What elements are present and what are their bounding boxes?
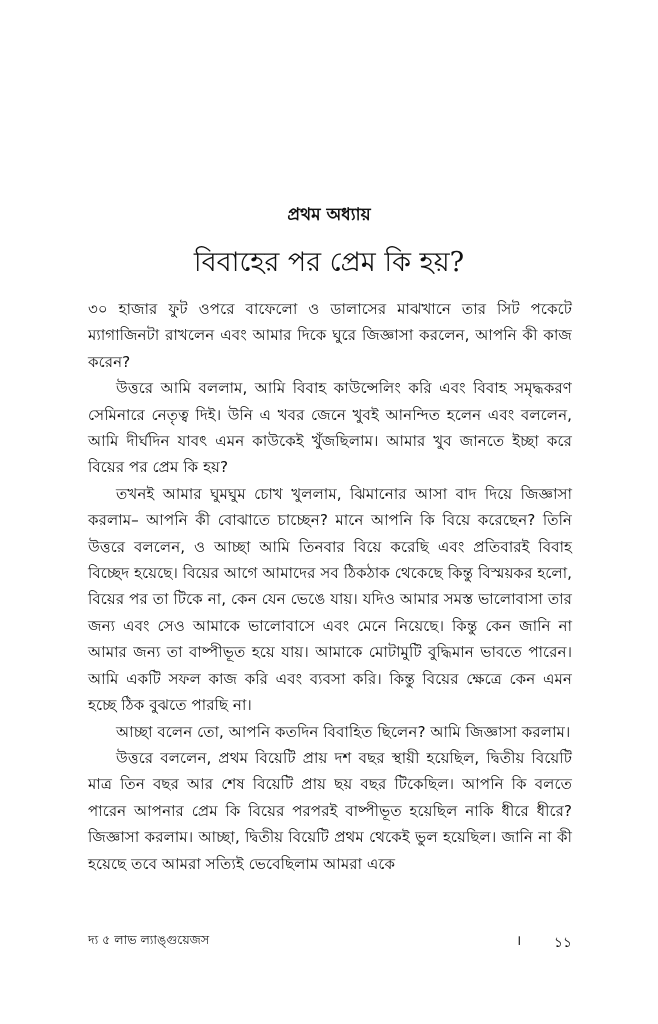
paragraph-5: উত্তরে বললেন, প্রথম বিয়েটি প্রায় দশ বছর স্থায়ী হয়েছিল, দ্বিতীয় বিয়েটি মাত্র তিন বছর আর শেষ বিয়েটি প্রায় ছয় বছর টিকেছিল। আপনি কি বলতে পারেন আপনার প্রেম কি বিয়ের পরপরই বাষ্পীভূত হয়েছিল নাকি ধীরে ধীরে? জিজ্ঞাসা করলাম। আচ্ছা, দ্বিতীয় বিয়েটি প্রথম থেকেই ভুল হয়েছিল। জানি না কী হয়েছে তবে আমরা সত্যিই ভেবেছিলাম আমরা একে bbox=[88, 748, 572, 873]
page-footer bbox=[88, 932, 572, 952]
paragraph-4: আচ্ছা বলেন তো, আপনি কতদিন বিবাহিত ছিলেন? আমি জিজ্ঞাসা করলাম। bbox=[116, 722, 571, 741]
paragraph-3: তখনই আমার ঘুমঘুম চোখ খুললাম, ঝিমানোর আসা বাদ দিয়ে জিজ্ঞাসা করলাম– আপনি কী বোঝাতে চাচ্ছেন? মানে আপনি কি বিয়ে করেছেন? তিনি উত্তরে বললেন, ও আচ্ছা আমি তিনবার বিয়ে করেছি এবং প্রতিবারই বিবাহ বিচ্ছেদ হয়েছে। বিয়ের আগে আমাদের সব ঠিকঠাক থেকেছে কিন্তু বিস্ময়কর হলো, বিয়ের পর তা টিকে না, কেন যেন ভেঙে যায়। যদিও আমার সমস্ত ভালোবাসা তার জন্য এবং সেও আমাকে ভালোবাসে এবং মেনে নিয়েছে। কিন্তু কেন জানি না আমার জন্য তা বাষ্পীভূত হয়ে যায়। আমাকে মোটামুটি বুদ্ধিমান ভাবতে পারেন। আমি একটি সফল কাজ করি এবং ব্যবসা করি। কিন্তু বিয়ের ক্ষেত্রে কেন এমন হচ্ছে ঠিক বুঝতে পারছি না। bbox=[88, 484, 572, 715]
paragraph-2: উত্তরে আমি বললাম, আমি বিবাহ কাউন্সেলিং করি এবং বিবাহ সমৃদ্ধকরণ সেমিনারে নেতৃত্ব দিই। উনি এ খবর জেনে খুবই আনন্দিত হলেন এবং বললেন, আমি দীর্ঘদিন যাবৎ এমন কাউকেই খুঁজছিলাম। আমার খুব জানতে ইচ্ছা করে বিয়ের পর প্রেম কি হয়? bbox=[88, 379, 572, 477]
body-text bbox=[88, 296, 572, 877]
paragraph-1: ৩০ হাজার ফুট ওপরে বাফেলো ও ডালাসের মাঝখানে তার সিট পকেটে ম্যাগাজিনটা রাখলেন এবং আমার দিকে ঘুরে জিজ্ঞাসা করলেন, আপনি কী কাজ করেন? bbox=[88, 300, 572, 371]
footer-book-title: দ্য ৫ লাভ ল্যাঙ্গুয়েজস bbox=[88, 932, 210, 947]
footer-separator: । bbox=[516, 933, 522, 949]
page-number: ১১ bbox=[553, 935, 572, 951]
chapter-title: বিবাহের পর প্রেম কি হয়? bbox=[193, 247, 465, 278]
chapter-label: প্রথম অধ্যায় bbox=[287, 205, 371, 225]
